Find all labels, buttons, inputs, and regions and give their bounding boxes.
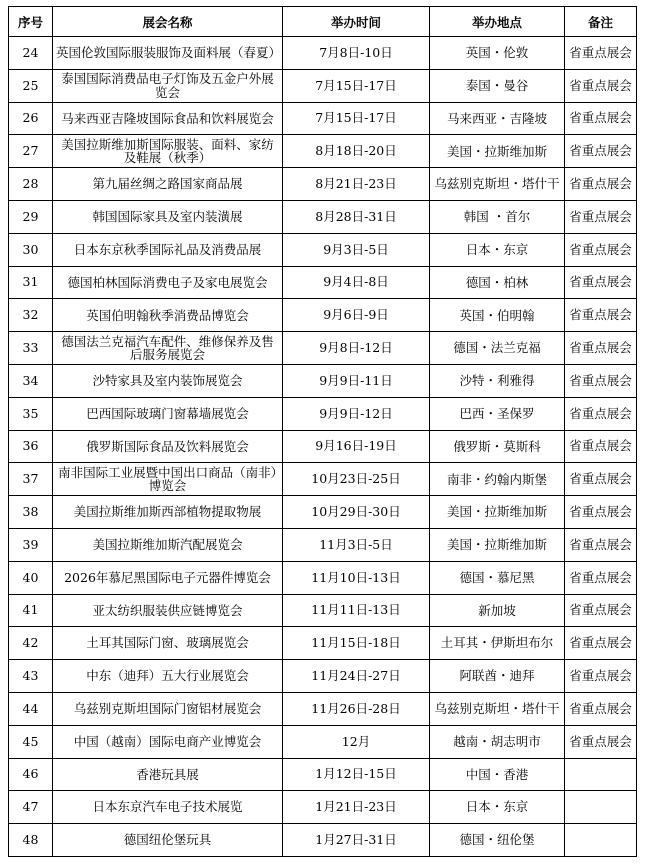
cell-note: 省重点展会 <box>565 692 637 725</box>
cell-note <box>565 824 637 857</box>
table-row <box>9 332 637 365</box>
table-row <box>9 824 637 857</box>
cell-place: 英国・伦敦 <box>430 37 565 70</box>
cell-no: 41 <box>9 594 53 627</box>
cell-name: 第九届丝绸之路国家商品展 <box>53 168 283 201</box>
cell-no: 24 <box>9 37 53 70</box>
exhibition-table-page <box>8 6 636 857</box>
table-row <box>9 266 637 299</box>
cell-place: 美国・拉斯维加斯 <box>430 135 565 168</box>
cell-date: 11月11日-13日 <box>283 594 430 627</box>
table-row <box>9 135 637 168</box>
cell-place: 马来西亚・吉隆坡 <box>430 102 565 135</box>
cell-name: 美国拉斯维加斯国际服装、面料、家纺及鞋展（秋季） <box>53 135 283 168</box>
table-row <box>9 200 637 233</box>
cell-name: 日本东京秋季国际礼品及消费品展 <box>53 233 283 266</box>
cell-date: 8月28日-31日 <box>283 200 430 233</box>
cell-place: 泰国・曼谷 <box>430 69 565 102</box>
table-row <box>9 627 637 660</box>
table-row <box>9 299 637 332</box>
table-row <box>9 528 637 561</box>
cell-no: 29 <box>9 200 53 233</box>
cell-name: 英国伦敦国际服装服饰及面料展（春夏） <box>53 37 283 70</box>
table-row <box>9 660 637 693</box>
cell-no: 26 <box>9 102 53 135</box>
cell-date: 1月21日-23日 <box>283 791 430 824</box>
cell-date: 9月8日-12日 <box>283 332 430 365</box>
cell-no: 27 <box>9 135 53 168</box>
cell-note: 省重点展会 <box>565 266 637 299</box>
cell-note: 省重点展会 <box>565 397 637 430</box>
cell-name: 美国拉斯维加斯西部植物提取物展 <box>53 496 283 529</box>
cell-note: 省重点展会 <box>565 364 637 397</box>
cell-date: 9月16日-19日 <box>283 430 430 463</box>
cell-date: 9月6日-9日 <box>283 299 430 332</box>
cell-place: 沙特・利雅得 <box>430 364 565 397</box>
cell-name: 英国伯明翰秋季消费品博览会 <box>53 299 283 332</box>
cell-note: 省重点展会 <box>565 168 637 201</box>
cell-no: 45 <box>9 725 53 758</box>
cell-note: 省重点展会 <box>565 627 637 660</box>
cell-date: 11月24日-27日 <box>283 660 430 693</box>
table-header-row <box>9 7 637 37</box>
cell-name: 2026年慕尼黑国际电子元器件博览会 <box>53 561 283 594</box>
cell-place: 日本・东京 <box>430 233 565 266</box>
cell-name: 韩国国际家具及室内装潢展 <box>53 200 283 233</box>
cell-no: 25 <box>9 69 53 102</box>
cell-name: 泰国国际消费品电子灯饰及五金户外展览会 <box>53 69 283 102</box>
cell-no: 42 <box>9 627 53 660</box>
cell-place: 越南・胡志明市 <box>430 725 565 758</box>
table-row <box>9 561 637 594</box>
cell-place: 德国・慕尼黑 <box>430 561 565 594</box>
cell-name: 中国（越南）国际电商产业博览会 <box>53 725 283 758</box>
cell-date: 7月8日-10日 <box>283 37 430 70</box>
table-row <box>9 37 637 70</box>
cell-name: 香港玩具展 <box>53 758 283 791</box>
cell-name: 俄罗斯国际食品及饮料展览会 <box>53 430 283 463</box>
cell-no: 36 <box>9 430 53 463</box>
cell-date: 7月15日-17日 <box>283 69 430 102</box>
cell-date: 11月10日-13日 <box>283 561 430 594</box>
cell-note: 省重点展会 <box>565 594 637 627</box>
table-row <box>9 430 637 463</box>
cell-place: 美国・拉斯维加斯 <box>430 528 565 561</box>
cell-place: 英国・伯明翰 <box>430 299 565 332</box>
table-row <box>9 69 637 102</box>
cell-name: 马来西亚吉隆坡国际食品和饮料展览会 <box>53 102 283 135</box>
header-place: 举办地点 <box>430 7 565 37</box>
header-date: 举办时间 <box>283 7 430 37</box>
cell-date: 9月9日-11日 <box>283 364 430 397</box>
cell-place: 阿联酋・迪拜 <box>430 660 565 693</box>
cell-note: 省重点展会 <box>565 528 637 561</box>
cell-note: 省重点展会 <box>565 332 637 365</box>
table-row <box>9 364 637 397</box>
cell-name: 美国拉斯维加斯汽配展览会 <box>53 528 283 561</box>
cell-name: 亚太纺织服装供应链博览会 <box>53 594 283 627</box>
cell-place: 巴西・圣保罗 <box>430 397 565 430</box>
header-note: 备注 <box>565 7 637 37</box>
cell-place: 南非・约翰内斯堡 <box>430 463 565 496</box>
cell-date: 9月4日-8日 <box>283 266 430 299</box>
cell-date: 1月12日-15日 <box>283 758 430 791</box>
cell-name: 沙特家具及室内装饰展览会 <box>53 364 283 397</box>
cell-date: 11月26日-28日 <box>283 692 430 725</box>
cell-note: 省重点展会 <box>565 561 637 594</box>
cell-no: 34 <box>9 364 53 397</box>
cell-no: 32 <box>9 299 53 332</box>
cell-no: 30 <box>9 233 53 266</box>
cell-place: 德国・纽伦堡 <box>430 824 565 857</box>
cell-place: 日本・东京 <box>430 791 565 824</box>
cell-note <box>565 791 637 824</box>
cell-place: 土耳其・伊斯坦布尔 <box>430 627 565 660</box>
cell-name: 南非国际工业展暨中国出口商品（南非）博览会 <box>53 463 283 496</box>
cell-place: 德国・柏林 <box>430 266 565 299</box>
cell-place: 美国・拉斯维加斯 <box>430 496 565 529</box>
cell-note: 省重点展会 <box>565 496 637 529</box>
cell-note: 省重点展会 <box>565 200 637 233</box>
cell-place: 俄罗斯・莫斯科 <box>430 430 565 463</box>
table-row <box>9 102 637 135</box>
cell-no: 31 <box>9 266 53 299</box>
cell-place: 新加坡 <box>430 594 565 627</box>
table-body <box>9 37 637 857</box>
cell-place: 乌兹别克斯坦・塔什干 <box>430 168 565 201</box>
cell-place: 乌兹别克斯坦・塔什干 <box>430 692 565 725</box>
cell-name: 乌兹别克斯坦国际门窗铝材展览会 <box>53 692 283 725</box>
cell-note: 省重点展会 <box>565 660 637 693</box>
cell-note: 省重点展会 <box>565 37 637 70</box>
cell-name: 德国法兰克福汽车配件、维修保养及售后服务展览会 <box>53 332 283 365</box>
table-row <box>9 594 637 627</box>
cell-note: 省重点展会 <box>565 69 637 102</box>
table-row <box>9 168 637 201</box>
cell-place: 韩国 ・首尔 <box>430 200 565 233</box>
header-name: 展会名称 <box>53 7 283 37</box>
cell-place: 德国・法兰克福 <box>430 332 565 365</box>
cell-date: 8月18日-20日 <box>283 135 430 168</box>
cell-note: 省重点展会 <box>565 135 637 168</box>
cell-note: 省重点展会 <box>565 233 637 266</box>
cell-name: 土耳其国际门窗、玻璃展览会 <box>53 627 283 660</box>
cell-note <box>565 758 637 791</box>
cell-note: 省重点展会 <box>565 102 637 135</box>
table-row <box>9 233 637 266</box>
cell-date: 9月9日-12日 <box>283 397 430 430</box>
cell-date: 10月23日-25日 <box>283 463 430 496</box>
cell-date: 10月29日-30日 <box>283 496 430 529</box>
cell-no: 38 <box>9 496 53 529</box>
cell-no: 35 <box>9 397 53 430</box>
cell-no: 46 <box>9 758 53 791</box>
cell-no: 47 <box>9 791 53 824</box>
cell-note: 省重点展会 <box>565 725 637 758</box>
cell-date: 11月15日-18日 <box>283 627 430 660</box>
cell-note: 省重点展会 <box>565 430 637 463</box>
table-row <box>9 758 637 791</box>
cell-no: 37 <box>9 463 53 496</box>
table-row <box>9 725 637 758</box>
cell-note: 省重点展会 <box>565 299 637 332</box>
cell-date: 11月3日-5日 <box>283 528 430 561</box>
cell-no: 43 <box>9 660 53 693</box>
table-row <box>9 692 637 725</box>
cell-date: 1月27日-31日 <box>283 824 430 857</box>
cell-note: 省重点展会 <box>565 463 637 496</box>
cell-name: 中东（迪拜）五大行业展览会 <box>53 660 283 693</box>
cell-no: 28 <box>9 168 53 201</box>
cell-date: 8月21日-23日 <box>283 168 430 201</box>
cell-name: 德国纽伦堡玩具 <box>53 824 283 857</box>
cell-name: 日本东京汽车电子技术展览 <box>53 791 283 824</box>
cell-no: 48 <box>9 824 53 857</box>
cell-no: 44 <box>9 692 53 725</box>
header-no: 序号 <box>9 7 53 37</box>
cell-place: 中国・香港 <box>430 758 565 791</box>
cell-name: 德国柏林国际消费电子及家电展览会 <box>53 266 283 299</box>
table-row <box>9 463 637 496</box>
exhibition-table <box>8 6 637 857</box>
table-row <box>9 791 637 824</box>
cell-no: 33 <box>9 332 53 365</box>
table-row <box>9 397 637 430</box>
cell-date: 7月15日-17日 <box>283 102 430 135</box>
cell-date: 12月 <box>283 725 430 758</box>
cell-no: 40 <box>9 561 53 594</box>
table-row <box>9 496 637 529</box>
cell-date: 9月3日-5日 <box>283 233 430 266</box>
cell-name: 巴西国际玻璃门窗幕墙展览会 <box>53 397 283 430</box>
cell-no: 39 <box>9 528 53 561</box>
